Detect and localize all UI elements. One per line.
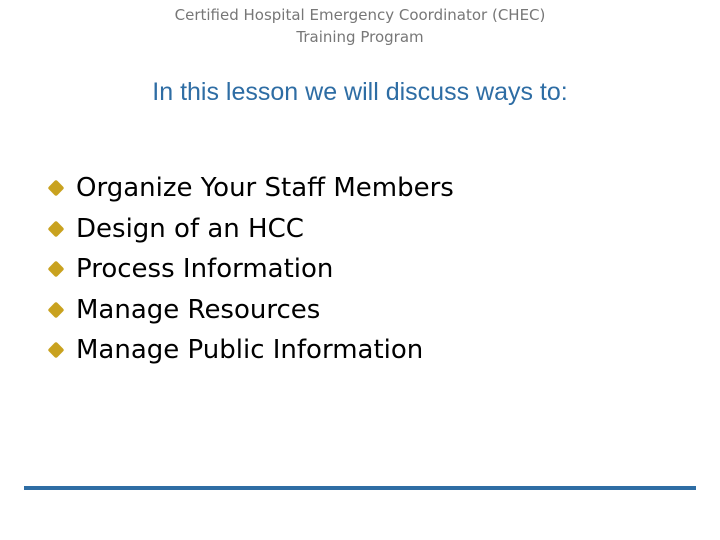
footer-divider: [24, 486, 696, 490]
bullet-text: Design of an HCC: [76, 213, 304, 244]
diamond-bullet-icon: [48, 261, 65, 278]
bullet-text: Process Information: [76, 254, 334, 285]
header-line-1: Certified Hospital Emergency Coordinator (CHEC): [174, 6, 546, 24]
bullet-text: Organize Your Staff Members: [76, 173, 454, 204]
bullet-text: Manage Resources: [76, 294, 321, 325]
header-line-2: Training Program: [296, 28, 424, 46]
bullet-item: [48, 330, 454, 371]
bullet-text: Manage Public Information: [76, 335, 424, 366]
bullet-item: [48, 209, 454, 250]
bullet-item: [48, 290, 454, 331]
diamond-bullet-icon: [48, 301, 65, 318]
bullet-list: [48, 168, 454, 371]
slide-header: [0, 4, 720, 48]
bullet-item: [48, 168, 454, 209]
slide-title: In this lesson we will discuss ways to:: [152, 78, 568, 106]
bullet-item: [48, 249, 454, 290]
diamond-bullet-icon: [48, 342, 65, 359]
diamond-bullet-icon: [48, 180, 65, 197]
diamond-bullet-icon: [48, 220, 65, 237]
